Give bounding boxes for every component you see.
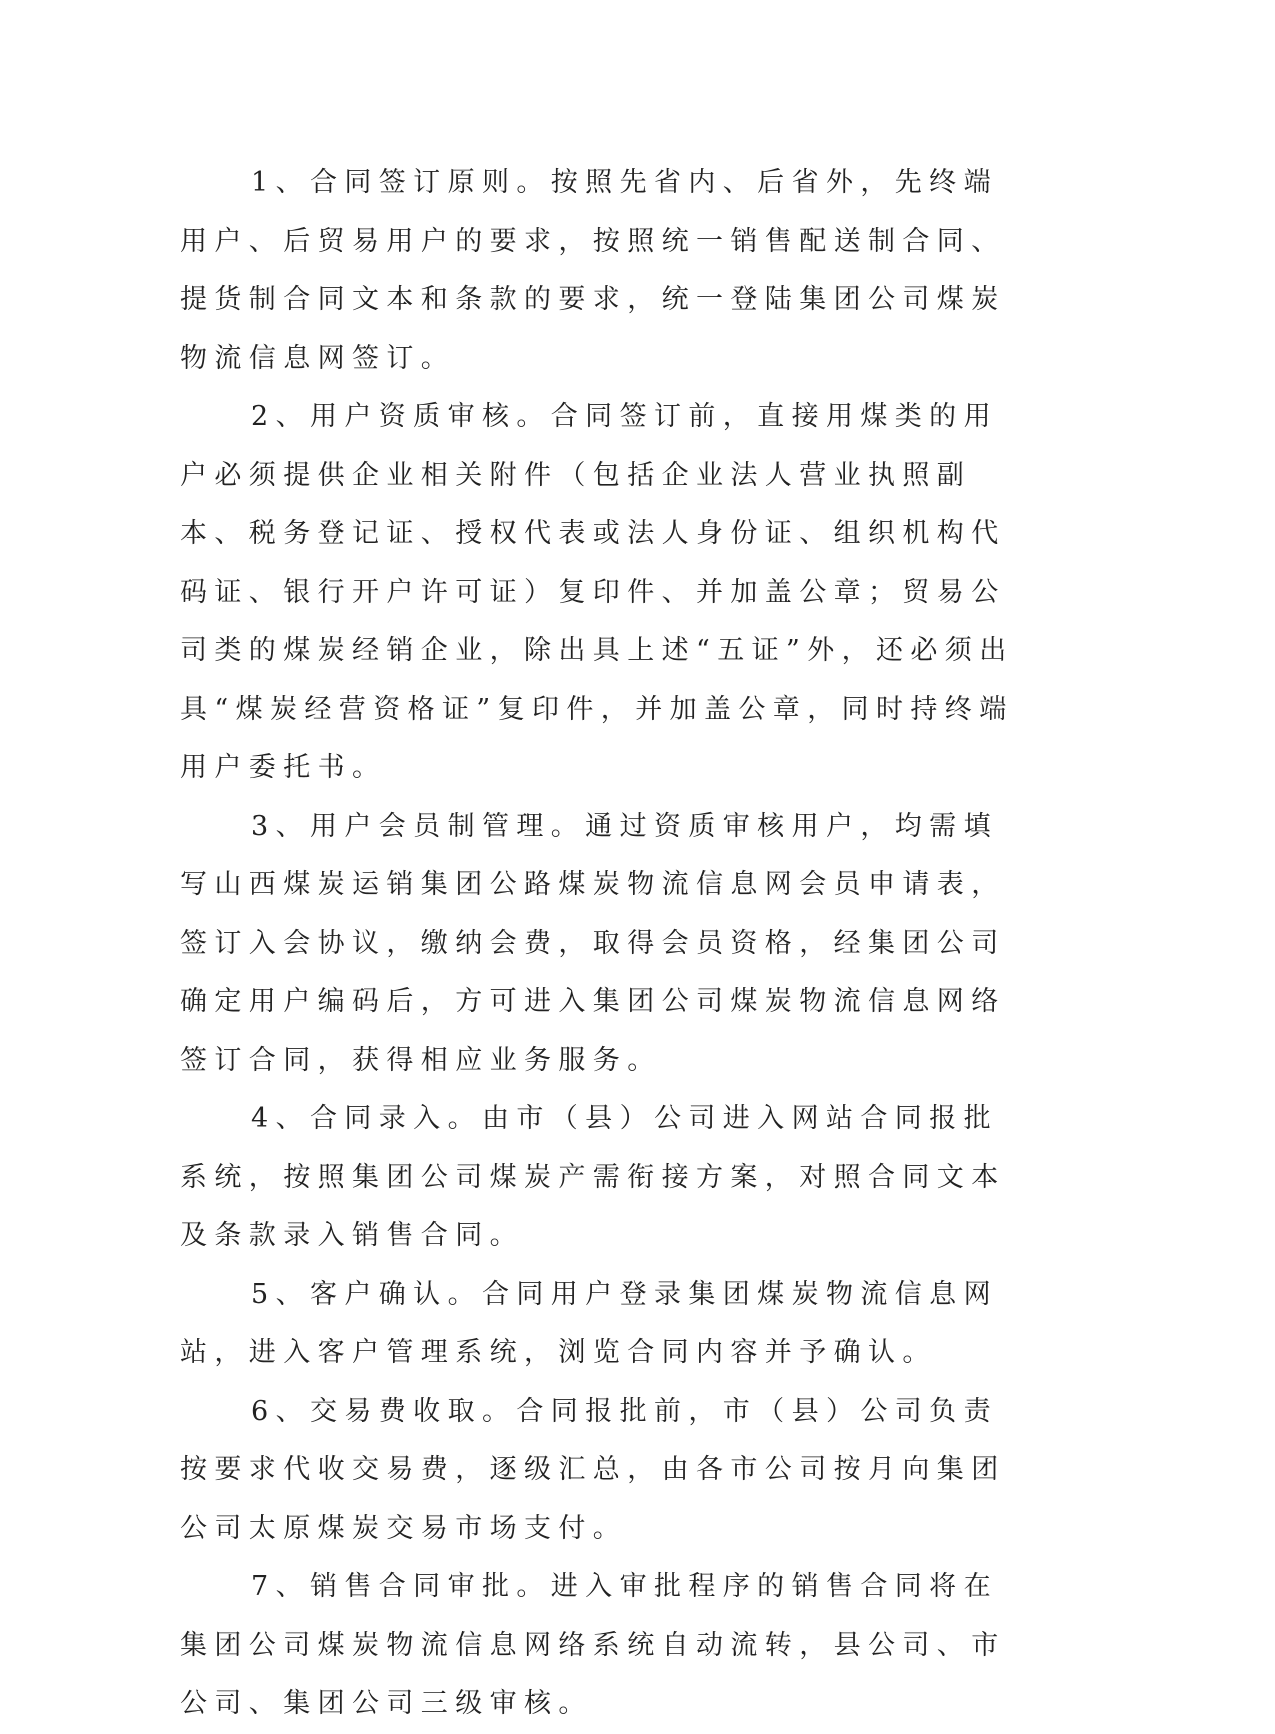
document-body (180, 154, 1020, 1734)
paragraph-contract-signing-principle: 1、合同签订原则。按照先省内、后省外，先终端用户、后贸易用户的要求，按照统一销售配送制合同、提货制合同文本和条款的要求，统一登陆集团公司煤炭物流信息网签订。 (180, 167, 1006, 374)
paragraph-sales-contract-approval: 7、销售合同审批。进入审批程序的销售合同将在集团公司煤炭物流信息网络系统自动流转，县公司、市公司、集团公司三级审核。 (180, 1571, 1006, 1719)
paragraph-user-membership-management: 3、用户会员制管理。通过资质审核用户，均需填写山西煤炭运销集团公路煤炭物流信息网会员申请表，签订入会协议，缴纳会费，取得会员资格，经集团公司确定用户编码后，方可进入集团公司煤炭物流信息网络签订合同，获得相应业务服务。 (180, 810, 1006, 1076)
paragraph-user-qualification-review: 2、用户资质审核。合同签订前，直接用煤类的用户必须提供企业相关附件（包括企业法人营业执照副本、税务登记证、授权代表或法人身份证、组织机构代码证、银行开户许可证）复印件、并加盖公章；贸易公司类的煤炭经销企业，除出具上述“五证”外，还必须出具“煤炭经营资格证”复印件，并加盖公章，同时持终端用户委托书。 (180, 401, 1014, 783)
paragraph-contract-entry: 4、合同录入。由市（县）公司进入网站合同报批系统，按照集团公司煤炭产需衔接方案，对照合同文本及条款录入销售合同。 (180, 1103, 1006, 1251)
paragraph-customer-confirmation: 5、客户确认。合同用户登录集团煤炭物流信息网站，进入客户管理系统，浏览合同内容并予确认。 (180, 1278, 998, 1368)
paragraph-transaction-fee-collection: 6、交易费收取。合同报批前，市（县）公司负责按要求代收交易费，逐级汇总，由各市公司按月向集团公司太原煤炭交易市场支付。 (180, 1395, 1006, 1544)
